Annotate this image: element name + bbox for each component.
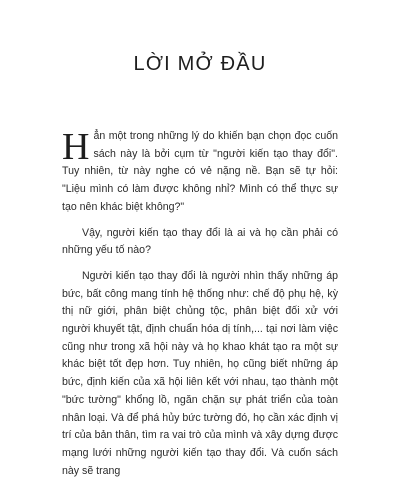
paragraph-2: Vậy, người kiến tạo thay đổi là ai và họ cần phải có những yếu tố nào? xyxy=(62,226,338,257)
paragraph-1-text: ẳn một trong những lý do khiến bạn chọn đọc cuốn sách này là bởi cụm từ "người kiến tạo thay đổi". Tuy nhiên, từ này nghe có vẻ nặng nề. Bạn sẽ tự hỏi: "Liệu mình có làm được không nhỉ? Mình có thể thực sự tạo nên khác biệt không?" xyxy=(62,130,338,213)
body-text xyxy=(62,128,338,488)
paragraph-3: Người kiến tạo thay đổi là người nhìn thấy những áp bức, bất công mang tính hệ thống như: chế độ phụ hệ, kỳ thị nữ giới, phân biệt chủng tộc, phân biệt đối xử với người khuyết tật, định chuẩn hóa dị tính,... tại nơi làm việc cũng như trong xã hội này và họ khao khát tạo ra một sự khác biệt tốt đẹp hơn. Tuy nhiên, họ cũng biết những áp bức, định kiến của xã hội liên kết với nhau, tạo thành một "bức tường" khổng lồ, ngăn chặn sự phát triển của toàn nhân loại. Và để phá hủy bức tường đó, họ cần xác định vị trí của bản thân, tìm ra vai trò của mình và xây dựng được mạng lưới những người kiến tạo thay đổi. Và cuốn sách này sẽ trang xyxy=(62,269,338,477)
page-title: LỜI MỞ ĐẦU xyxy=(133,53,267,76)
drop-cap: H xyxy=(62,126,90,168)
paragraph-1 xyxy=(62,128,338,217)
